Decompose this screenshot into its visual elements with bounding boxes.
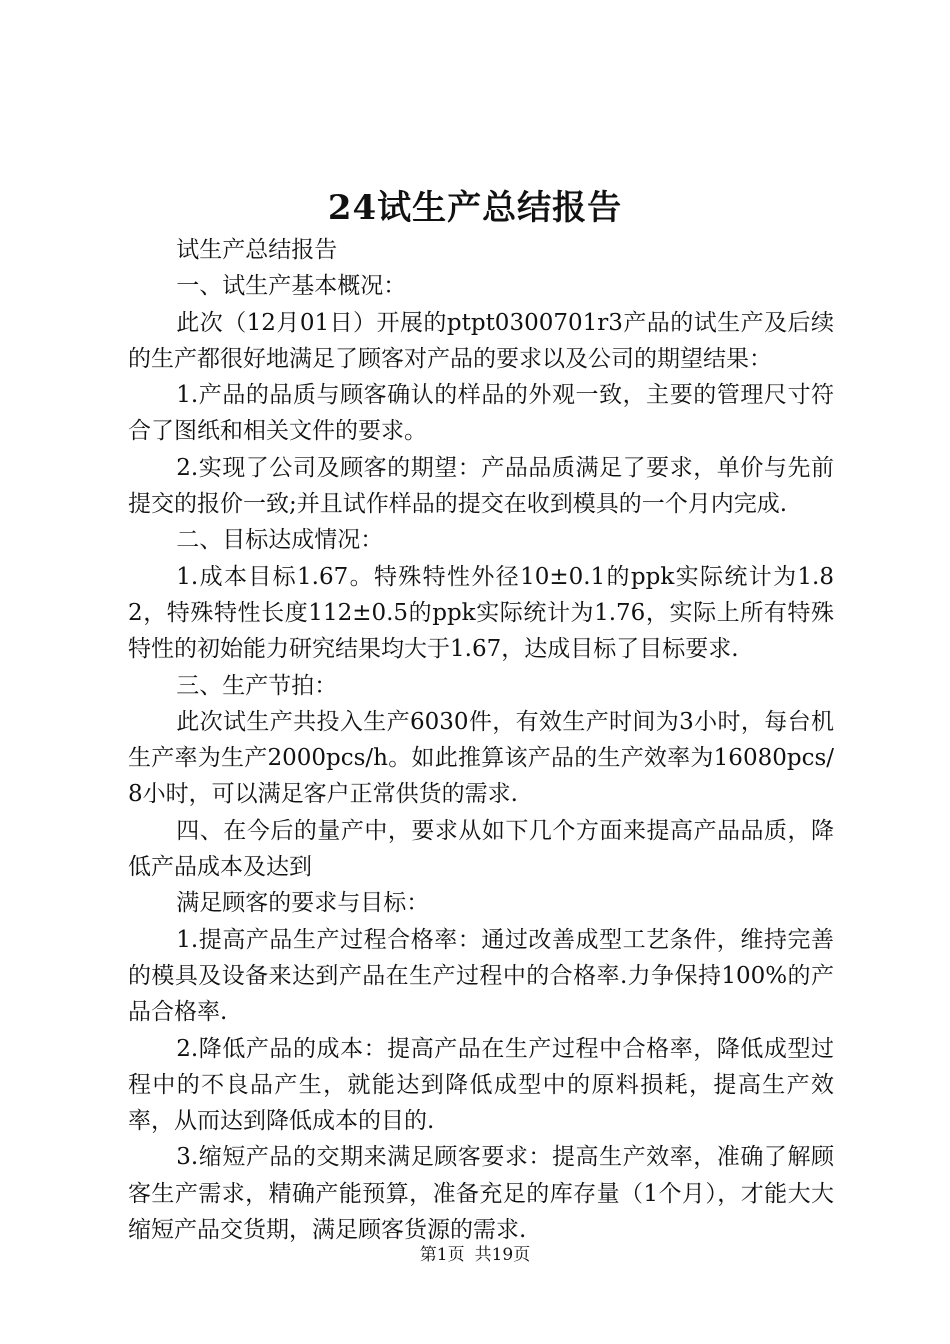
page-total: 共19页 (474, 1245, 531, 1265)
page-footer (0, 1243, 950, 1267)
paragraph-improvement-item-2: 2.降低产品的成本：提高产品在生产过程中合格率，降低成型过程中的不良品产生，就能达到降低成型中的原料损耗，提高生产效率，从而达到降低成本的目的. (128, 1035, 834, 1135)
paragraph-improvement-item-3: 3.缩短产品的交期来满足顾客要求：提高生产效率，准确了解顾客生产需求，精确产能预算，准备充足的库存量（1个月），才能大大缩短产品交货期，满足顾客货源的需求. (128, 1144, 834, 1244)
paragraph-improvement-item-1: 1.提高产品生产过程合格率：通过改善成型工艺条件，维持完善的模具及设备来达到产品在生产过程中的合格率.力争保持100%的产品合格率. (128, 926, 834, 1026)
paragraph-overview: 此次（12月01日）开展的ptpt0300701r3产品的试生产及后续的生产都很好地满足了顾客对产品的要求以及公司的期望结果： (128, 309, 834, 372)
document-body (128, 232, 834, 1248)
paragraph-takt: 此次试生产共投入生产6030件，有效生产时间为3小时，每台机生产率为生产2000pcs/h。如此推算该产品的生产效率为16080pcs/8小时，可以满足客户正常供货的需求. (128, 708, 834, 808)
paragraph-overview-item-1: 1.产品的品质与顾客确认的样品的外观一致，主要的管理尺寸符合了图纸和相关文件的要求。 (128, 382, 834, 445)
section-heading-targets: 二、目标达成情况： (176, 527, 384, 554)
paragraph-subtitle: 试生产总结报告 (176, 237, 338, 263)
document-title: 24试生产总结报告 (327, 188, 623, 228)
page-number: 第1页 (419, 1245, 465, 1265)
paragraph-improvement-intro: 满足顾客的要求与目标： (176, 890, 430, 917)
section-heading-takt: 三、生产节拍： (176, 672, 338, 699)
paragraph-overview-item-2: 2.实现了公司及顾客的期望：产品品质满足了要求，单价与先前提交的报价一致;并且试作样品的提交在收到模具的一个月内完成. (128, 454, 834, 518)
paragraph-targets-item-1: 1.成本目标1.67。特殊特性外径10±0.1的ppk实际统计为1.82，特殊特性长度112±0.5的ppk实际统计为1.76，实际上所有特殊特性的初始能力研究结果均大于1.67，达成目标了目标要求. (128, 563, 834, 663)
section-heading-overview: 一、试生产基本概况： (176, 273, 407, 300)
section-heading-improvement: 四、在今后的量产中，要求从如下几个方面来提高产品品质，降低产品成本及达到 (128, 817, 834, 881)
